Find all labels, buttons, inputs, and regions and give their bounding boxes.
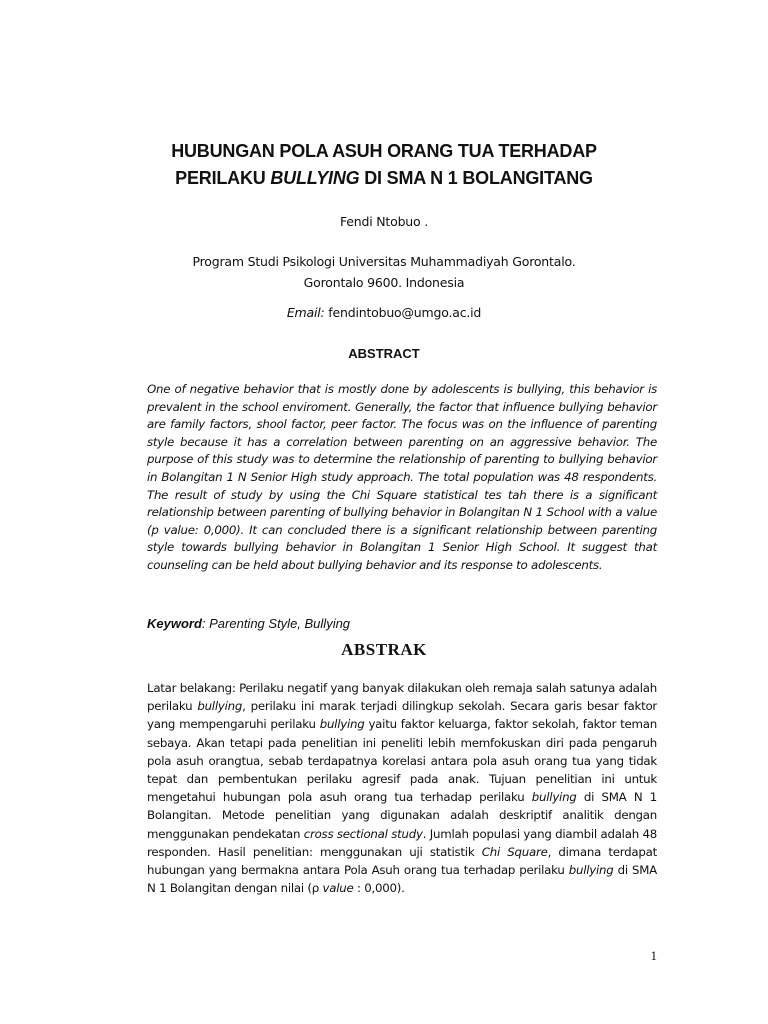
title-line-2-start: PERILAKU bbox=[175, 168, 271, 188]
affiliation-line-2: Gorontalo 9600. Indonesia bbox=[303, 275, 465, 290]
title-line-2 bbox=[0, 165, 768, 192]
abstrak-italic-term: Chi Square bbox=[481, 844, 548, 859]
affiliation bbox=[0, 251, 768, 293]
abstrak-text-segment: di SMA N 1 Bolangitan. Metode penelitian yang digunakan adalah deskriptif analitik dengan menggunakan pendekatan bbox=[147, 790, 657, 841]
email-label: Email: bbox=[286, 305, 325, 320]
abstrak-text-segment: Latar belakang: Perilaku negatif yang banyak dilakukan oleh remaja salah satunya adalah perilaku bbox=[147, 681, 657, 714]
abstrak-text-segment: , perilaku ini marak terjadi dilingkup sekolah. Secara garis besar faktor yang mempengaruhi perilaku bbox=[147, 699, 658, 732]
keyword-label: Keyword bbox=[147, 616, 202, 631]
title-line-1: HUBUNGAN POLA ASUH ORANG TUA TERHADAP bbox=[171, 141, 597, 161]
abstract-heading: ABSTRACT bbox=[348, 346, 420, 361]
abstrak-italic-term: bullying bbox=[319, 717, 365, 732]
abstrak-text-segment: di SMA N 1 Bolangitan dengan nilai (ρ bbox=[147, 863, 657, 896]
affiliation-line-1: Program Studi Psikologi Universitas Muhammadiyah Gorontalo. bbox=[192, 254, 576, 269]
keyword-text: : Parenting Style, Bullying bbox=[201, 616, 351, 631]
keyword-line bbox=[147, 616, 350, 631]
title-line-2-end: DI SMA N 1 BOLANGITANG bbox=[359, 168, 593, 188]
abstrak-italic-term: value bbox=[322, 881, 354, 896]
author-name: Fendi Ntobuo . bbox=[339, 214, 429, 229]
abstrak-italic-term: bullying bbox=[531, 790, 577, 805]
title-italic-term: BULLYING bbox=[270, 168, 360, 188]
abstrak-italic-term: bullying bbox=[197, 699, 243, 714]
abstrak-text-segment: yaitu faktor keluarga, faktor sekolah, faktor teman sebaya. Akan tetapi pada penelitian ini peneliti lebih memfokuskan diri pada pengaruh pola asuh orangtua, sebab terdapatnya korelasi antara pola asuh orang tua yang tidak tepat dan pembentukan perilaku agresif pada anak. Tujuan penelitian ini untuk mengetahui hubungan pola asuh orang tua terhadap perilaku bbox=[147, 717, 658, 805]
email-line bbox=[0, 305, 768, 320]
abstrak-heading: ABSTRAK bbox=[341, 640, 427, 659]
abstrak-text-segment: , dimana terdapat hubungan yang bermakna antara Pola Asuh orang tua terhadap perilaku bbox=[147, 844, 657, 878]
abstrak-text-segment: : 0,000). bbox=[353, 881, 405, 896]
abstrak-italic-term: cross sectional study bbox=[303, 826, 423, 841]
abstrak-italic-term: bullying bbox=[568, 863, 614, 878]
abstract-text: One of negative behavior that is mostly done by adolescents is bullying, this behavior is prevalent in the school enviroment. Generally, the factor that influence bullying behavior are family factors, shool factor, peer factor. The focus was on the influence of parenting style because it has a correlation between parenting on an aggressive behavior. The purpose of this study was to determine the relationship of parenting to bullying behavior in Bolangitan 1 N Senior High study approach. The total population was 48 respondents. The result of study by using the Chi Square statistical tes tah there is a significant relationship between parenting of bullying behavior in Bolangitan N 1 School with a value (p value: 0,000). It can concluded there is a significant relationship between parenting style towards bullying behavior in Bolangitan 1 Senior High School. It suggest that counseling can be held about bullying behavior and its response to adolescents. bbox=[147, 382, 657, 572]
email-address: fendintobuo@umgo.ac.id bbox=[324, 305, 482, 320]
abstrak-text-segment: . Jumlah populasi yang diambil adalah 48 responden. Hasil penelitian: menggunakan uji statistik bbox=[147, 826, 657, 859]
abstrak-text bbox=[147, 679, 657, 897]
paper-title bbox=[0, 138, 768, 192]
page-number: 1 bbox=[650, 948, 657, 963]
